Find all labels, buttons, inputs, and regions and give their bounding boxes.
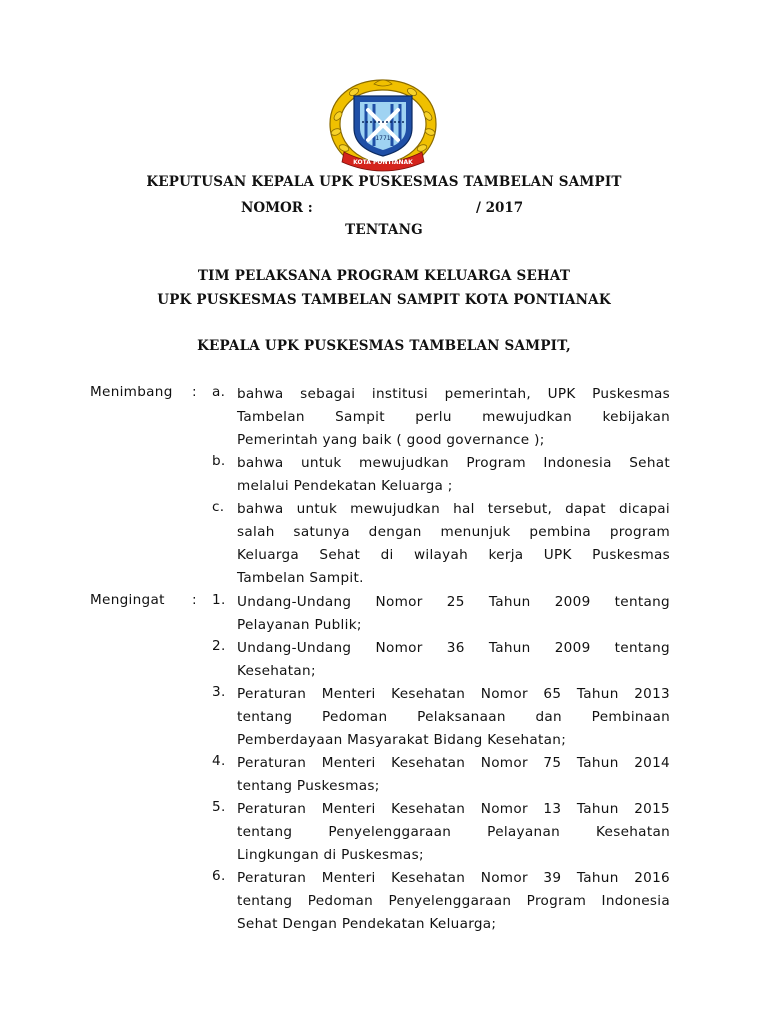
mengingat-1-line-1: Undang-Undang Nomor 25 Tahun 2009 tentang bbox=[237, 594, 670, 610]
mengingat-5-line-2: tentang Penyelenggaraan Pelayanan Kesehatan bbox=[237, 824, 670, 840]
mengingat-3-line-3: Pemberdayaan Masyarakat Bidang Kesehatan; bbox=[237, 732, 567, 748]
menimbang-c-line-2: salah satunya dengan menunjuk pembina program bbox=[237, 524, 670, 540]
menimbang-a-line-1: bahwa sebagai institusi pemerintah, UPK Puskesmas bbox=[237, 386, 670, 402]
menimbang-b-line-2: melalui Pendekatan Keluarga ; bbox=[237, 478, 453, 494]
emblem-year: 1771 bbox=[375, 135, 391, 142]
menimbang-marker-a: a. bbox=[212, 384, 226, 400]
subject-line-1: TIM PELAKSANA PROGRAM KELUARGA SEHAT bbox=[197, 268, 571, 284]
mengingat-marker-3: 3. bbox=[212, 684, 226, 700]
kota-pontianak-emblem bbox=[324, 76, 442, 172]
mengingat-2-line-1: Undang-Undang Nomor 36 Tahun 2009 tentang bbox=[237, 640, 670, 656]
mengingat-marker-6: 6. bbox=[212, 868, 226, 884]
nomor-suffix: / 2017 bbox=[476, 200, 524, 216]
menimbang-c-line-1: bahwa untuk mewujudkan hal tersebut, dapat dicapai bbox=[237, 501, 670, 517]
mengingat-4-line-2: tentang Puskesmas; bbox=[237, 778, 380, 794]
subject-line-2: UPK PUSKESMAS TAMBELAN SAMPIT KOTA PONTIANAK bbox=[157, 292, 611, 308]
mengingat-6-line-3: Sehat Dengan Pendekatan Keluarga; bbox=[237, 916, 497, 932]
menimbang-a-line-2: Tambelan Sampit perlu mewujudkan kebijakan bbox=[237, 409, 670, 425]
emblem-ribbon-text: KOTA PONTIANAK bbox=[353, 159, 413, 166]
mengingat-marker-1: 1. bbox=[212, 592, 226, 608]
mengingat-4-line-1: Peraturan Menteri Kesehatan Nomor 75 Tahun 2014 bbox=[237, 755, 670, 771]
menimbang-marker-b: b. bbox=[212, 453, 226, 469]
mengingat-6-line-1: Peraturan Menteri Kesehatan Nomor 39 Tahun 2016 bbox=[237, 870, 670, 886]
menimbang-label: Menimbang bbox=[90, 384, 173, 400]
menimbang-c-line-4: Tambelan Sampit. bbox=[237, 570, 364, 586]
mengingat-colon: : bbox=[192, 592, 197, 608]
mengingat-2-line-2: Kesehatan; bbox=[237, 663, 316, 679]
menimbang-a-line-3: Pemerintah yang baik ( good governance ); bbox=[237, 432, 545, 448]
nomor-label: NOMOR : bbox=[241, 200, 313, 216]
mengingat-3-line-1: Peraturan Menteri Kesehatan Nomor 65 Tahun 2013 bbox=[237, 686, 670, 702]
mengingat-5-line-1: Peraturan Menteri Kesehatan Nomor 13 Tahun 2015 bbox=[237, 801, 670, 817]
mengingat-3-line-2: tentang Pedoman Pelaksanaan dan Pembinaan bbox=[237, 709, 670, 725]
menimbang-c-line-3: Keluarga Sehat di wilayah kerja UPK Puskesmas bbox=[237, 547, 670, 563]
menimbang-marker-c: c. bbox=[212, 499, 225, 515]
mengingat-5-line-3: Lingkungan di Puskesmas; bbox=[237, 847, 424, 863]
mengingat-marker-2: 2. bbox=[212, 638, 226, 654]
official-heading: KEPALA UPK PUSKESMAS TAMBELAN SAMPIT, bbox=[197, 338, 571, 354]
menimbang-b-line-1: bahwa untuk mewujudkan Program Indonesia Sehat bbox=[237, 455, 670, 471]
mengingat-1-line-2: Pelayanan Publik; bbox=[237, 617, 362, 633]
mengingat-6-line-2: tentang Pedoman Penyelenggaraan Program Indonesia bbox=[237, 893, 670, 909]
tentang-heading: TENTANG bbox=[345, 222, 423, 238]
mengingat-marker-4: 4. bbox=[212, 753, 226, 769]
mengingat-marker-5: 5. bbox=[212, 799, 226, 815]
document-title: KEPUTUSAN KEPALA UPK PUSKESMAS TAMBELAN SAMPIT bbox=[146, 174, 622, 190]
menimbang-colon: : bbox=[192, 384, 197, 400]
mengingat-label: Mengingat bbox=[90, 592, 165, 608]
